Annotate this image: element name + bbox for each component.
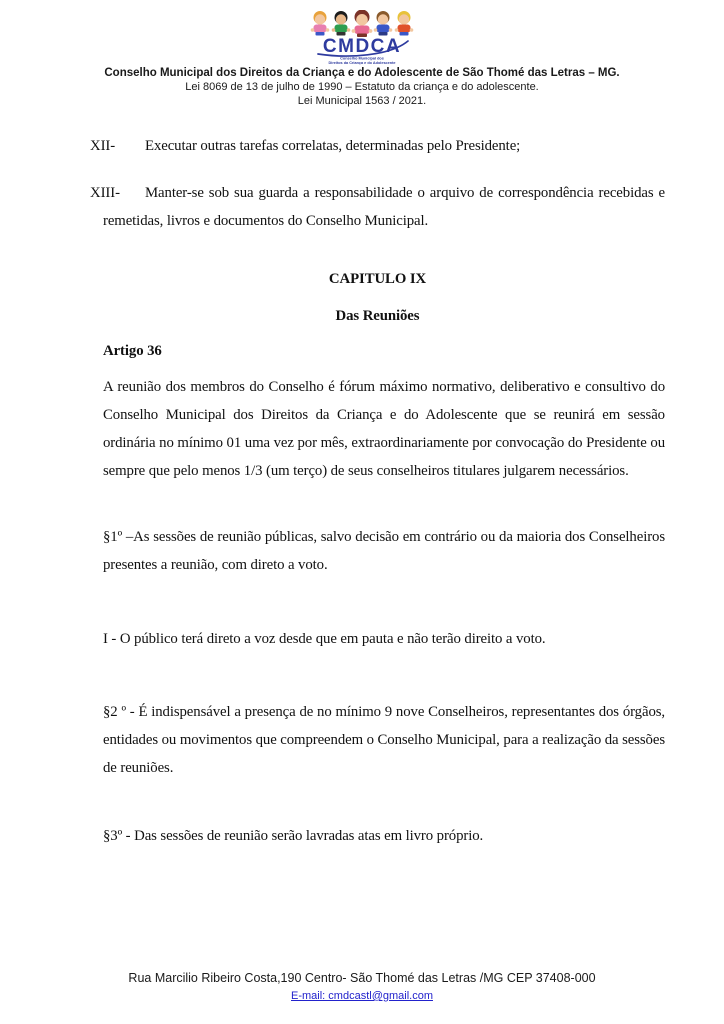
paragraph-main: A reunião dos membros do Conselho é fórum máximo normativo, deliberativo e consultivo do Conselho Municipal dos Direitos da Criança e do Adolescente que se reunirá em sessão ordinária no mínimo 01 uma vez por mês, extraordinariamente por convocação do Presidente ou sempre que pelo menos 1/3 (um terço) de seus conselheiros titulares julgarem necessários.: [103, 379, 665, 479]
footer-address: Rua Marcilio Ribeiro Costa,190 Centro- São Thomé das Letras /MG CEP 37408-000: [128, 971, 596, 985]
logo-tagline-line2: Direitos da Criança e do Adolescente: [328, 61, 396, 65]
list-item-xii-text: Executar outras tarefas correlatas, determinadas pelo Presidente;: [145, 138, 521, 154]
chapter-subtitle: Das Reuniões: [335, 308, 420, 324]
cmdca-logo-graphic: [298, 10, 426, 66]
header-federal-law-line: Lei 8069 de 13 de julho de 1990 – Estatuto da criança e do adolescente.: [185, 81, 539, 93]
paragraph-section2: §2 º - É indispensável a presença de no mínimo 9 nove Conselheiros, representantes dos órgãos, entidades ou movimentos que compreendem o Conselho Municipal, para a realização da sessões de reuniões.: [103, 704, 665, 776]
cmdca-logo: [0, 10, 724, 66]
logo-acronym: CMDCA: [322, 36, 402, 57]
logo-tagline-line1: Conselho Municipal dos: [340, 56, 384, 61]
footer-email-link[interactable]: E-mail: cmdcastl@gmail.com: [291, 990, 433, 1002]
list-item-xiii: [90, 179, 665, 235]
page-footer: [0, 970, 724, 1004]
chapter-title: CAPITULO IX: [328, 271, 427, 287]
children-icon: [311, 10, 414, 37]
article-heading: Artigo 36: [103, 343, 162, 359]
header-org-name: Conselho Municipal dos Direitos da Criança e do Adolescente de São Thomé das Letras – MG.: [104, 67, 620, 79]
list-item-xiii-text: Manter-se sob sua guarda a responsabilidade o arquivo de correspondência recebidas e remetidas, livros e documentos do Conselho Municipal.: [103, 185, 665, 229]
paragraph-section1: §1º –As sessões de reunião públicas, salvo decisão em contrário ou da maioria dos Conselheiros presentes a reunião, com direto a voto.: [103, 529, 665, 573]
document-body: [0, 132, 724, 850]
paragraph-roman-i: I - O público terá direto a voz desde que em pauta e não terão direito a voto.: [103, 631, 546, 647]
list-item-xii: [90, 132, 665, 160]
list-item-xiii-number: XIII-: [90, 185, 120, 201]
page-header: [0, 0, 724, 108]
paragraph-section3: §3º - Das sessões de reunião serão lavradas atas em livro próprio.: [103, 828, 484, 844]
list-item-xii-number: XII-: [90, 138, 116, 154]
header-municipal-law-line: Lei Municipal 1563 / 2021.: [297, 95, 427, 107]
